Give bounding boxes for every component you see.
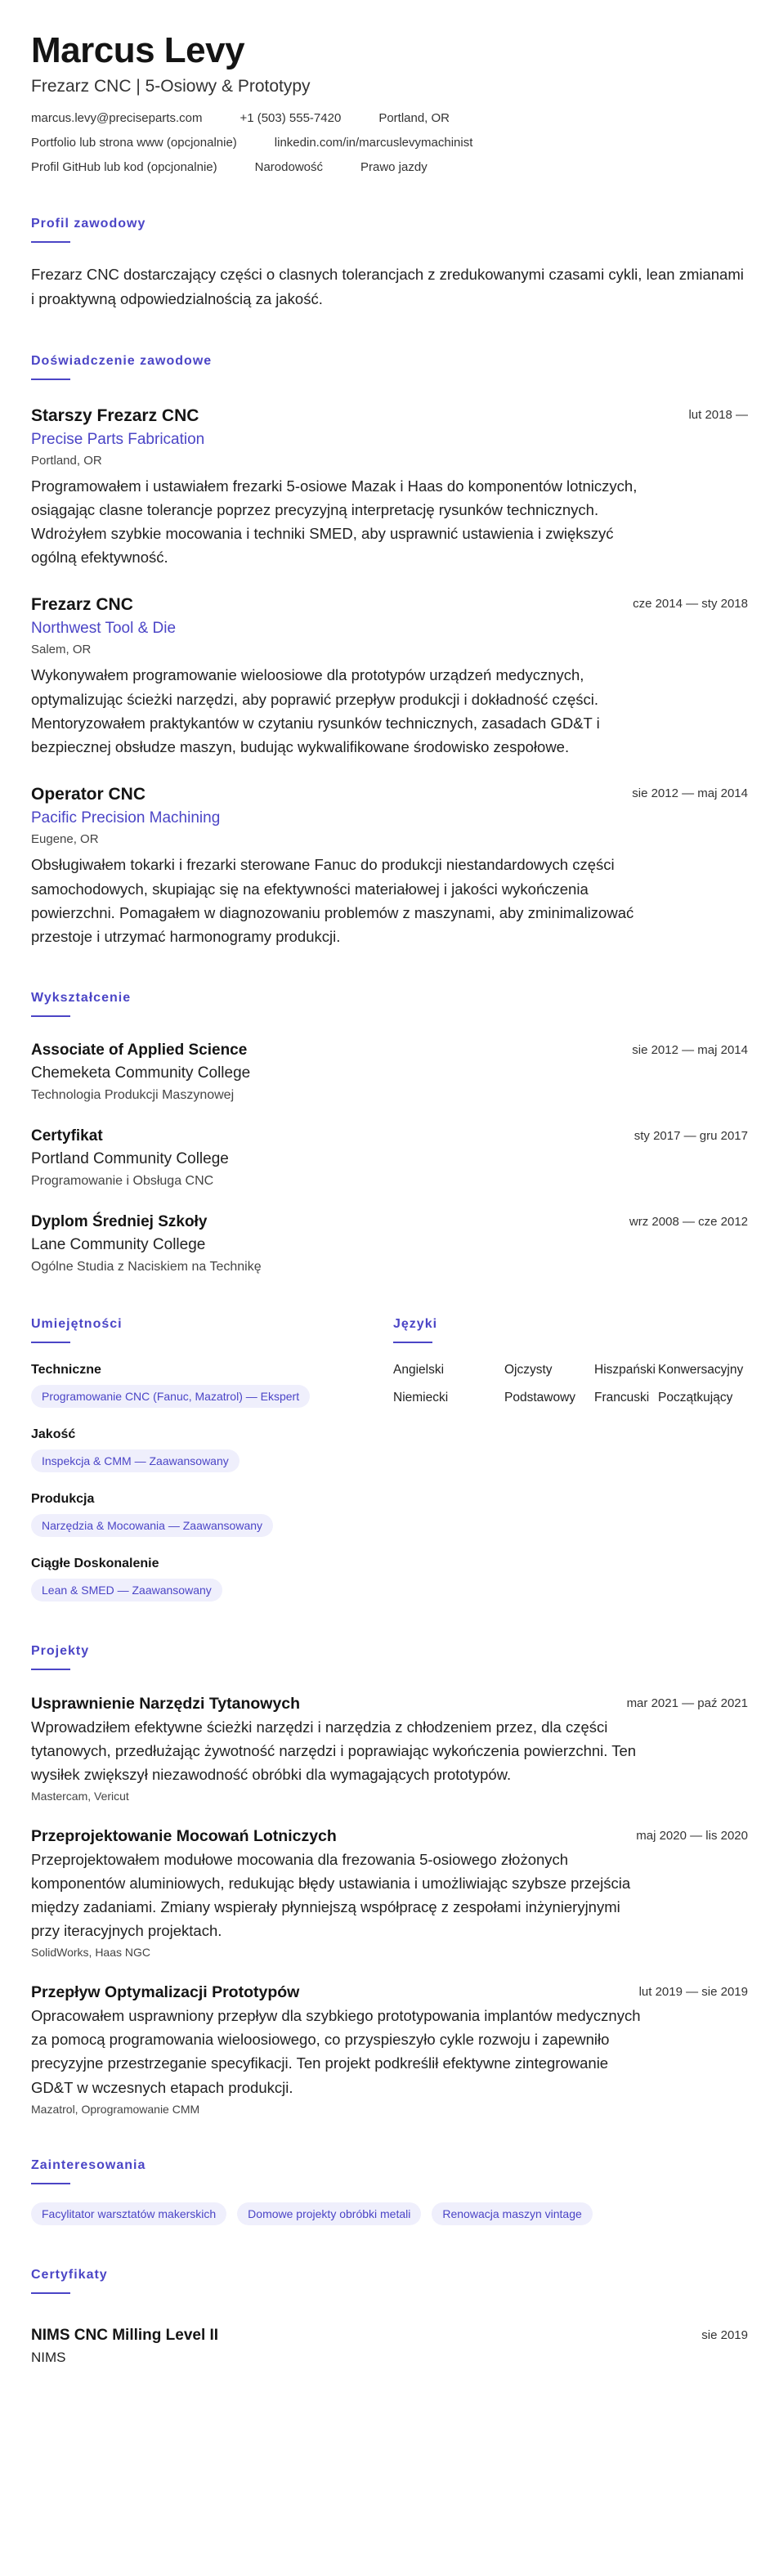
section-title: Języki: [393, 1317, 438, 1332]
school-name: Chemeketa Community College: [31, 1064, 251, 1082]
education-entry: [31, 1042, 748, 1103]
study-field: Technologia Produkcji Maszynowej: [31, 1088, 235, 1103]
degree-title: Dyplom Średniej Szkoły: [31, 1213, 208, 1231]
project-name: Przeprojektowanie Mocowań Lotniczych: [31, 1827, 337, 1846]
skill-group: [31, 1557, 393, 1602]
language-level: Podstawowy: [504, 1391, 576, 1405]
github-link[interactable]: Profil GitHub lub kod (opcjonalnie): [31, 160, 217, 175]
language-name: Hiszpański: [594, 1363, 656, 1378]
certification-name: NIMS CNC Milling Level II: [31, 2326, 219, 2344]
location: Portland, OR: [378, 111, 450, 126]
project-entry: [31, 1983, 748, 2115]
driving-license: Prawo jazdy: [360, 160, 428, 175]
person-name: Marcus Levy: [31, 30, 245, 70]
interest-tag: Renowacja maszyn vintage: [432, 2202, 592, 2225]
section-divider: [31, 241, 70, 243]
profile-summary: Frezarz CNC dostarczający części o clasnych tolerancjach z zredukowanymi czasami cykli, lean zmianami i proaktywną odpowiedzialnością za jakość.: [31, 266, 744, 307]
job-description: Obsługiwałem tokarki i frezarki sterowane Fanuc do produkcji niestandardowych części samochodowych, skupiając się na efektywności materiałowej i jakości wykończenia powierzchni. Pomagałem w diagnozowaniu problemów z maszynami, aby zminimalizować przestoje i utrzymać harmonogramy produkcji.: [31, 856, 634, 945]
project-tech: SolidWorks, Haas NGC: [31, 1946, 151, 1960]
section-title: Zainteresowania: [31, 2157, 146, 2172]
project-description: Wprowadziłem efektywne ścieżki narzędzi i narzędzia z chłodzeniem przez, dla części tytanowych, przedłużając żywotność narzędzi i poprawiając wykończenia powierzchni. Ten wysiłek zwiększył niezawodność obróbki dla wymagających prototypów.: [31, 1718, 637, 1784]
skill-tag: Inspekcja & CMM — Zaawansowany: [31, 1449, 240, 1472]
language-level: Konwersacyjny: [658, 1363, 744, 1378]
education-section: [31, 991, 748, 1275]
skill-tag: Narzędzia & Mocowania — Zaawansowany: [31, 1514, 273, 1537]
phone-link[interactable]: +1 (503) 555-7420: [240, 111, 342, 126]
project-entry: [31, 1827, 748, 1959]
job-dates: lut 2018 —: [688, 407, 748, 422]
project-dates: lut 2019 — sie 2019: [638, 1985, 748, 2000]
job-location: Eugene, OR: [31, 832, 99, 847]
language-level: Ojczysty: [504, 1363, 553, 1378]
skill-category: Techniczne: [31, 1363, 101, 1378]
degree-title: Associate of Applied Science: [31, 1042, 248, 1060]
interest-tag: Domowe projekty obróbki metali: [237, 2202, 421, 2225]
skills-section: [31, 1317, 393, 1602]
projects-section: [31, 1644, 748, 2115]
certification-entry: [31, 2327, 748, 2366]
experience-entry: [31, 595, 748, 759]
job-title: Operator CNC: [31, 785, 146, 804]
section-divider: [31, 2292, 70, 2294]
job-title: Starszy Frezarz CNC: [31, 405, 199, 425]
project-dates: maj 2020 — lis 2020: [636, 1829, 748, 1844]
interests-section: [31, 2158, 748, 2225]
job-title: Frezarz CNC: [31, 595, 133, 615]
section-divider: [393, 1342, 432, 1343]
portfolio-link[interactable]: Portfolio lub strona www (opcjonalnie): [31, 136, 237, 150]
language-row: [393, 1363, 748, 1378]
experience-section: [31, 354, 748, 949]
company-name: Northwest Tool & Die: [31, 620, 177, 638]
skill-category: Ciągłe Doskonalenie: [31, 1557, 159, 1571]
experience-entry: [31, 406, 748, 570]
study-field: Ogólne Studia z Naciskiem na Technikę: [31, 1260, 262, 1275]
education-entry: [31, 1213, 748, 1275]
skill-group: [31, 1427, 393, 1472]
school-name: Lane Community College: [31, 1236, 206, 1254]
certification-date: sie 2019: [701, 2327, 748, 2342]
education-dates: wrz 2008 — cze 2012: [629, 1215, 748, 1230]
skill-tag: Lean & SMED — Zaawansowany: [31, 1579, 222, 1602]
interest-tag: Facylitator warsztatów makerskich: [31, 2202, 226, 2225]
job-location: Portland, OR: [31, 453, 102, 468]
section-divider: [31, 1015, 70, 1017]
section-divider: [31, 2183, 70, 2184]
nationality: Narodowość: [254, 160, 323, 175]
contact-row-1: [31, 111, 748, 125]
skill-category: Jakość: [31, 1427, 76, 1442]
skill-group: [31, 1492, 393, 1537]
section-title: Wykształcenie: [31, 991, 132, 1006]
project-description: Przeprojektowałem modułowe mocowania dla frezowania 5-osiowego złożonych komponentów aluminiowych, redukując błędy ustawiania i umożliwiając szybsze przejścia między zadaniami. Zmiany wspierały płynniejszą współpracę z zespołami inżynieryjnymi przy iteracyjnych projektach.: [31, 1851, 631, 1940]
job-description: Wykonywałem programowanie wieloosiowe dla prototypów urządzeń medycznych, optymalizując ścieżki narzędzi, aby poprawić przepływ produkcji i dokładność części. Mentoryzowałem praktykantów w czytaniu rysunków technicznych, zasadach GD&T i bezpiecznej obsłudze maszyn, budując wykwalifikowane środowisko zespołowe.: [31, 666, 600, 756]
school-name: Portland Community College: [31, 1150, 229, 1168]
project-dates: mar 2021 — paź 2021: [626, 1696, 748, 1711]
contact-row-3: [31, 160, 748, 174]
education-dates: sie 2012 — maj 2014: [632, 1043, 748, 1058]
job-dates: sie 2012 — maj 2014: [632, 786, 748, 801]
section-title: Umiejętności: [31, 1317, 123, 1332]
section-title: Projekty: [31, 1644, 90, 1659]
company-name: Pacific Precision Machining: [31, 809, 221, 827]
languages-section: [393, 1317, 748, 1602]
section-title: Doświadczenie zawodowe: [31, 353, 213, 368]
certifications-section: [31, 2268, 748, 2366]
education-dates: sty 2017 — gru 2017: [633, 1129, 748, 1144]
project-entry: [31, 1695, 748, 1803]
language-name: Angielski: [393, 1363, 445, 1378]
section-divider: [31, 1342, 70, 1343]
language-level: Początkujący: [658, 1391, 733, 1405]
skill-tag: Programowanie CNC (Fanuc, Mazatrol) — Ekspert: [31, 1385, 310, 1408]
section-divider: [31, 1669, 70, 1670]
project-tech: Mastercam, Vericut: [31, 1790, 129, 1803]
project-name: Przepływ Optymalizacji Prototypów: [31, 1983, 300, 2002]
project-description: Opracowałem usprawniony przepływ dla szybkiego prototypowania implantów medycznych za pomocą programowania wieloosiowego, co przyspieszyło cykle rozwoju i zapewniło precyzyjne przestrzeganie specyfikacji. Ten projekt podkreślił efektywne zintegrowanie GD&T w wczesnych etapach produkcji.: [31, 2007, 641, 2096]
resume-header: [31, 31, 748, 174]
company-name: Precise Parts Fabrication: [31, 430, 205, 448]
language-row: [393, 1391, 748, 1405]
job-location: Salem, OR: [31, 643, 92, 657]
skill-group: [31, 1363, 393, 1408]
study-field: Programowanie i Obsługa CNC: [31, 1174, 214, 1189]
skills-languages-row: [31, 1317, 748, 1602]
section-title: Certyfikaty: [31, 2267, 108, 2282]
skill-category: Produkcja: [31, 1492, 95, 1507]
project-tech: Mazatrol, Oprogramowanie CMM: [31, 2102, 200, 2116]
email-link[interactable]: marcus.levy@preciseparts.com: [31, 111, 203, 126]
linkedin-link[interactable]: linkedin.com/in/marcuslevymachinist: [274, 136, 473, 150]
job-description: Programowałem i ustawiałem frezarki 5-osiowe Mazak i Haas do komponentów lotniczych, osiągając clasne tolerancje poprzez precyzyjną interpretację rysunków technicznych. Wdrożyłem szybkie mocowania i techniki SMED, aby usprawnić ustawienia i zwiększyć ogólną efektywność.: [31, 477, 638, 567]
section-title: Profil zawodowy: [31, 217, 146, 231]
language-name: Niemiecki: [393, 1391, 449, 1405]
certification-issuer: NIMS: [31, 2349, 66, 2365]
project-name: Usprawnienie Narzędzi Tytanowych: [31, 1695, 301, 1714]
education-entry: [31, 1127, 748, 1189]
section-divider: [31, 379, 70, 380]
contact-row-2: [31, 136, 748, 150]
headline: Frezarz CNC | 5-Osiowy & Prototypy: [31, 77, 311, 96]
language-name: Francuski: [594, 1391, 650, 1405]
profile-section: [31, 217, 748, 311]
experience-entry: [31, 785, 748, 948]
degree-title: Certyfikat: [31, 1127, 103, 1145]
job-dates: cze 2014 — sty 2018: [633, 597, 748, 612]
interest-tags: [31, 2202, 748, 2225]
